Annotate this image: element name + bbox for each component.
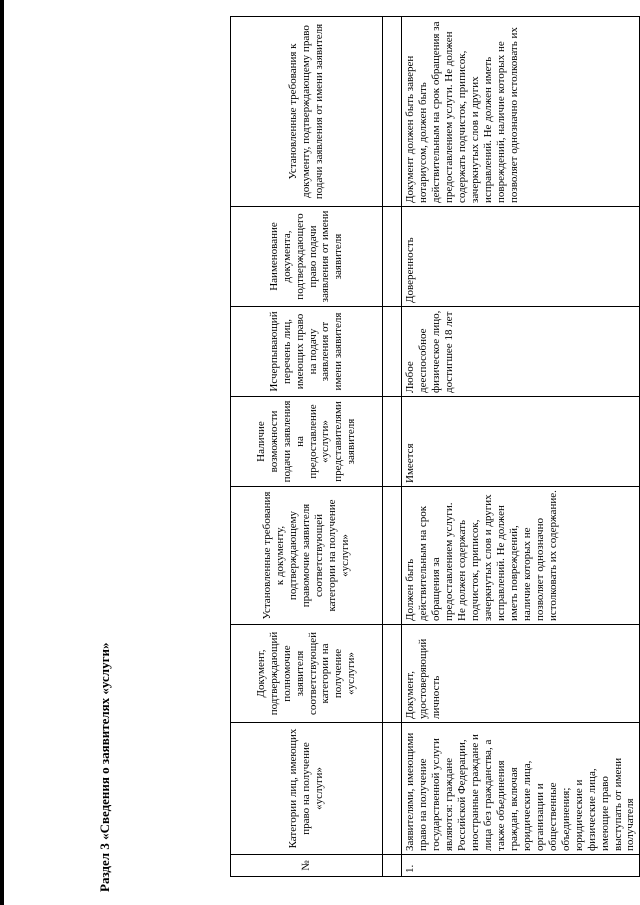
header-category: Категории лиц, имеющих право на получение «услуги» xyxy=(231,723,383,855)
header-row xyxy=(231,17,383,877)
section-title: Раздел 3 «Сведения о заявителях «услуги» xyxy=(97,642,112,892)
header-num: № xyxy=(231,855,383,877)
rotated-table-wrapper xyxy=(230,17,637,877)
cell-category: Заявителями, имеющими право на получение государственной услуги являются: граждане Российской Федерации, иностранные граждане и лица без гражданства, а также объединения граждан, включая юридические лица, организации и общественные объединения; юридические и физические лица, имеющие право выступать от имени получателя xyxy=(402,723,640,855)
page-left-edge xyxy=(0,0,4,905)
separator-row xyxy=(383,17,402,877)
header-rep-document: Наименование документа, подтверждающего право подачи заявления от имени заявителя xyxy=(231,207,383,307)
cell-rep-list: Любое дееспособное физическое лицо, достигшее 18 лет xyxy=(402,307,640,397)
cell-document: Документ, удостоверяющий личность xyxy=(402,625,640,723)
applicants-table xyxy=(230,16,640,877)
header-representative: Наличие возможности подачи заявления на предоставление «услуги» представителями заявителя xyxy=(231,397,383,487)
cell-representative: Имеется xyxy=(402,397,640,487)
header-doc-requirements: Установленные требования к документу, подтверждающему правомочие заявителя соответствующей категории на получение «услуги» xyxy=(231,487,383,625)
cell-rep-document: Доверенность xyxy=(402,207,640,307)
cell-num: 1. xyxy=(402,855,640,877)
header-rep-requirements: Установленные требования к документу, подтверждающему право подачи заявления от имени заявителя xyxy=(231,17,383,207)
table-row xyxy=(402,17,640,877)
header-rep-list: Исчерпывающий перечень лиц, имеющих право на подачу заявления от имени заявителя xyxy=(231,307,383,397)
cell-rep-requirements: Документ должен быть заверен нотариусом, должен быть действительным на срок обращения за предоставлением услуги. Не должен содержать подчисток, приписок, зачеркнутых слов и других исправлений. Не должен иметь повреждений, наличие которых не позволяет однозначно истолковать их xyxy=(402,17,640,207)
cell-doc-requirements: Должен быть действительным на срок обращения за предоставлением услуги. Не должен содержать подчисток, приписок, зачеркнутых слов и других исправлений. Не должен иметь повреждений, наличие которых не позволяет однозначно истолковать их содержание. xyxy=(402,487,640,625)
header-document: Документ, подтверждающий полномочие заявителя соответствующей категории на получение «услуги» xyxy=(231,625,383,723)
